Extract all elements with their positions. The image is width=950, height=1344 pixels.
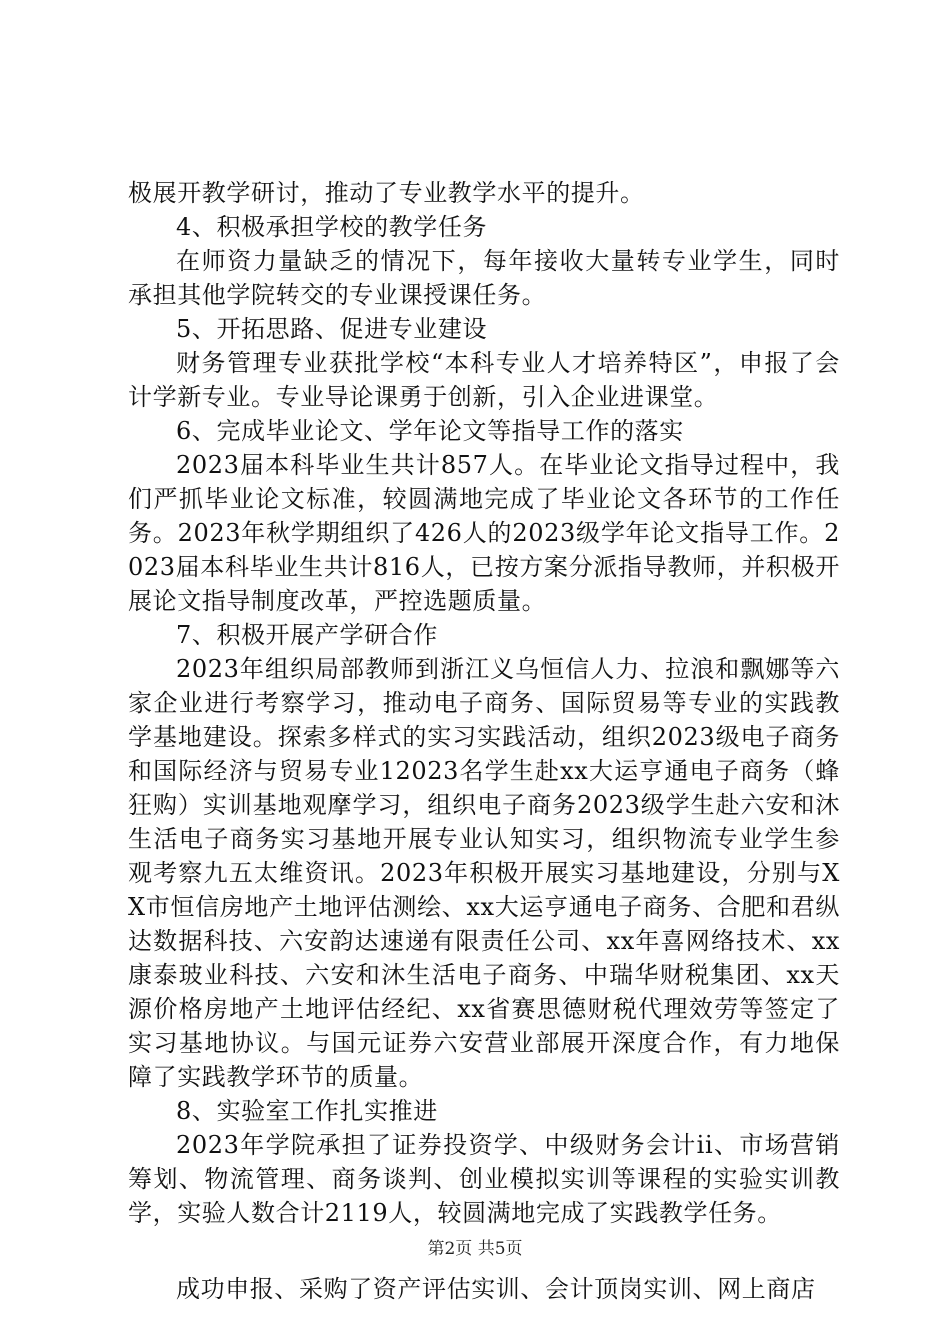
paragraph-major-construction: 财务管理专业获批学校“本科专业人才培养特区”，申报了会计学新专业。专业导论课勇于创新，引入企业进课堂。 bbox=[128, 349, 840, 411]
paragraph-teaching-tasks: 在师资力量缺乏的情况下，每年接收大量转专业学生，同时承担其他学院转交的专业课授课任务。 bbox=[128, 247, 840, 309]
document-body bbox=[128, 176, 840, 1306]
section-heading-4: 4、积极承担学校的教学任务 bbox=[176, 213, 488, 241]
paragraph-continuation: 极展开教学研讨，推动了专业教学水平的提升。 bbox=[128, 179, 645, 207]
section-heading-7: 7、积极开展产学研合作 bbox=[176, 621, 438, 649]
page-number-footer: 第2页 共5页 bbox=[427, 1239, 523, 1259]
paragraph-industry-cooperation: 2023年组织局部教师到浙江义乌恒信人力、拉浪和飘娜等六家企业进行考察学习，推动电子商务、国际贸易等专业的实践教学基地建设。探索多样式的实习实践活动，组织2023级电子商务和国际经济与贸易专业12023名学生赴xx大运亨通电子商务（蜂狂购）实训基地观摩学习，组织电子商务2023级学生赴六安和沐生活电子商务实习基地开展专业认知实习，组织物流专业学生参观考察九五太维资讯。2023年积极开展实习基地建设，分别与XX市恒信房地产土地评估测绘、xx大运亨通电子商务、合肥和君纵达数据科技、六安韵达速递有限责任公司、xx年喜网络技术、xx康泰玻业科技、六安和沐生活电子商务、中瑞华财税集团、xx天源价格房地产土地评估经纪、xx省赛思德财税代理效劳等签定了实习基地协议。与国元证券六安营业部展开深度合作，有力地保障了实践教学环节的质量。 bbox=[128, 655, 840, 1091]
section-heading-8: 8、实验室工作扎实推进 bbox=[176, 1097, 438, 1125]
paragraph-lab-work: 2023年学院承担了证券投资学、中级财务会计ii、市场营销筹划、物流管理、商务谈判、创业模拟实训等课程的实验实训教学，实验人数合计2119人，较圆满地完成了实践教学任务。 bbox=[128, 1131, 840, 1227]
section-heading-6: 6、完成毕业论文、学年论文等指导工作的落实 bbox=[176, 417, 684, 445]
paragraph-thesis-guidance: 2023届本科毕业生共计857人。在毕业论文指导过程中，我们严抓毕业论文标准，较圆满地完成了毕业论文各环节的工作任务。2023年秋学期组织了426人的2023级学年论文指导工作。2023届本科毕业生共计816人，已按方案分派指导教师，并积极开展论文指导制度改革，严控选题质量。 bbox=[128, 451, 840, 615]
paragraph-procurement: 成功申报、采购了资产评估实训、会计顶岗实训、网上商店 bbox=[176, 1275, 816, 1303]
section-heading-5: 5、开拓思路、促进专业建设 bbox=[176, 315, 488, 343]
